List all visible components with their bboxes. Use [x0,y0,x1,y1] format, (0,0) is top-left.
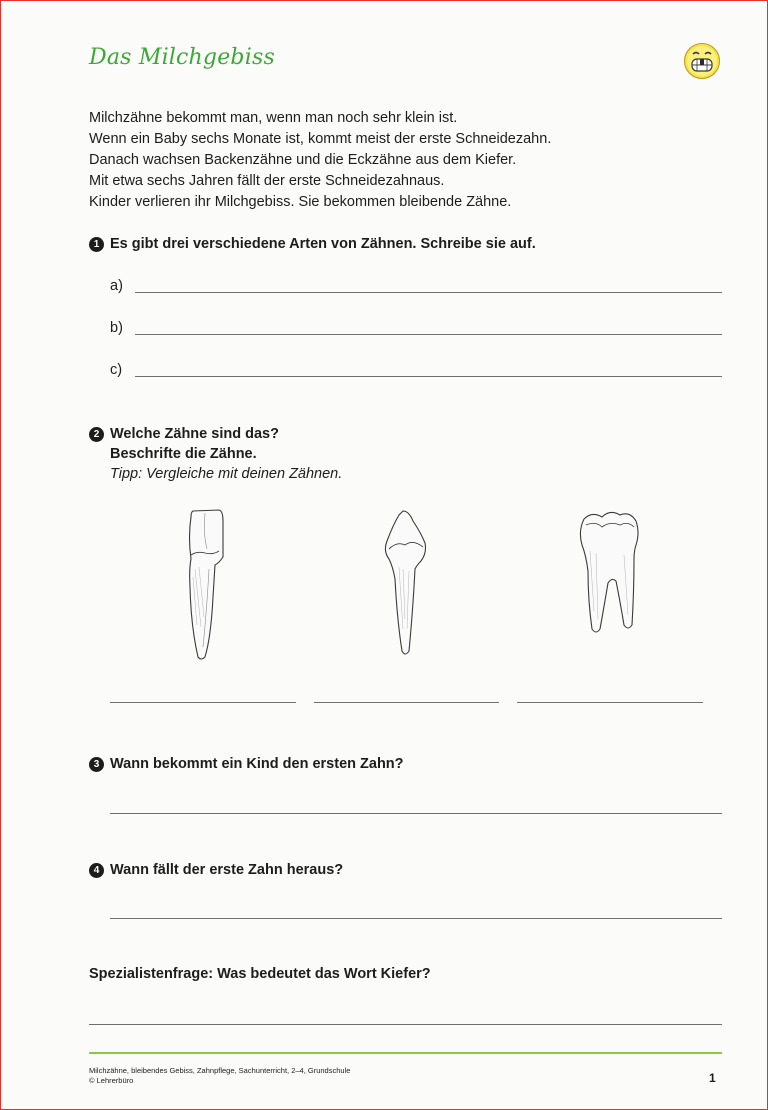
intro-text [89,108,729,213]
incisor-tooth-drawing [179,507,229,663]
question-text: Welche Zähne sind das? [110,426,279,442]
question-number-badge: 1 [89,237,104,252]
footer-divider [89,1052,722,1054]
footer-subjects: Milchzähne, bleibendes Gebiss, Zahnpflege, Sachunterricht, 2–4, Grundschule [89,1066,351,1075]
intro-line: Wenn ein Baby sechs Monate ist, kommt meist der erste Schneidezahn. [89,131,552,147]
footer-copyright: © Lehrerbüro [89,1076,134,1085]
tooth-label-line-3[interactable] [517,702,703,703]
intro-line: Mit etwa sechs Jahren fällt der erste Schneidezahnaus. [89,173,445,189]
answer-line-b[interactable] [110,320,722,342]
question-2 [89,424,342,484]
question-number-badge: 2 [89,427,104,442]
question-4 [89,860,343,880]
question-tip: Tipp: Vergleiche mit deinen Zähnen. [110,466,343,482]
canine-tooth-drawing [381,509,431,659]
intro-line: Danach wachsen Backenzähne und die Eckzähne aus dem Kiefer. [89,152,517,168]
footer-info [89,1066,350,1086]
page-number: 1 [709,1071,716,1085]
page-title: Das Milchgebiss [89,45,275,70]
question-text: Wann fällt der erste Zahn heraus? [110,862,344,878]
molar-tooth-drawing [576,511,642,635]
answer-line-q4[interactable] [110,918,722,919]
question-text: Es gibt drei verschiedene Arten von Zähnen. Schreibe sie auf. [110,236,536,252]
intro-line: Kinder verlieren ihr Milchgebiss. Sie bekommen bleibende Zähne. [89,194,512,210]
question-1 [89,234,536,254]
answer-line-special[interactable] [89,1024,722,1025]
question-subtext: Beschrifte die Zähne. [110,446,257,462]
writing-line[interactable] [135,334,722,335]
answer-line-c[interactable] [110,362,722,384]
answer-label: a) [110,278,123,294]
answer-label: b) [110,320,123,336]
answer-label: c) [110,362,123,378]
writing-line[interactable] [135,292,722,293]
grinning-face-icon [683,42,721,80]
answer-line-a[interactable] [110,278,722,300]
answer-line-q3[interactable] [110,813,722,814]
question-text: Wann bekommt ein Kind den ersten Zahn? [110,756,404,772]
question-number-badge: 4 [89,863,104,878]
special-question: Spezialistenfrage: Was bedeutet das Wort Kiefer? [89,966,431,982]
intro-line: Milchzähne bekommt man, wenn man noch sehr klein ist. [89,110,458,126]
worksheet-page [1,1,767,1109]
writing-line[interactable] [135,376,722,377]
tooth-label-line-1[interactable] [110,702,296,703]
question-3 [89,754,404,774]
tooth-label-line-2[interactable] [314,702,499,703]
question-number-badge: 3 [89,757,104,772]
